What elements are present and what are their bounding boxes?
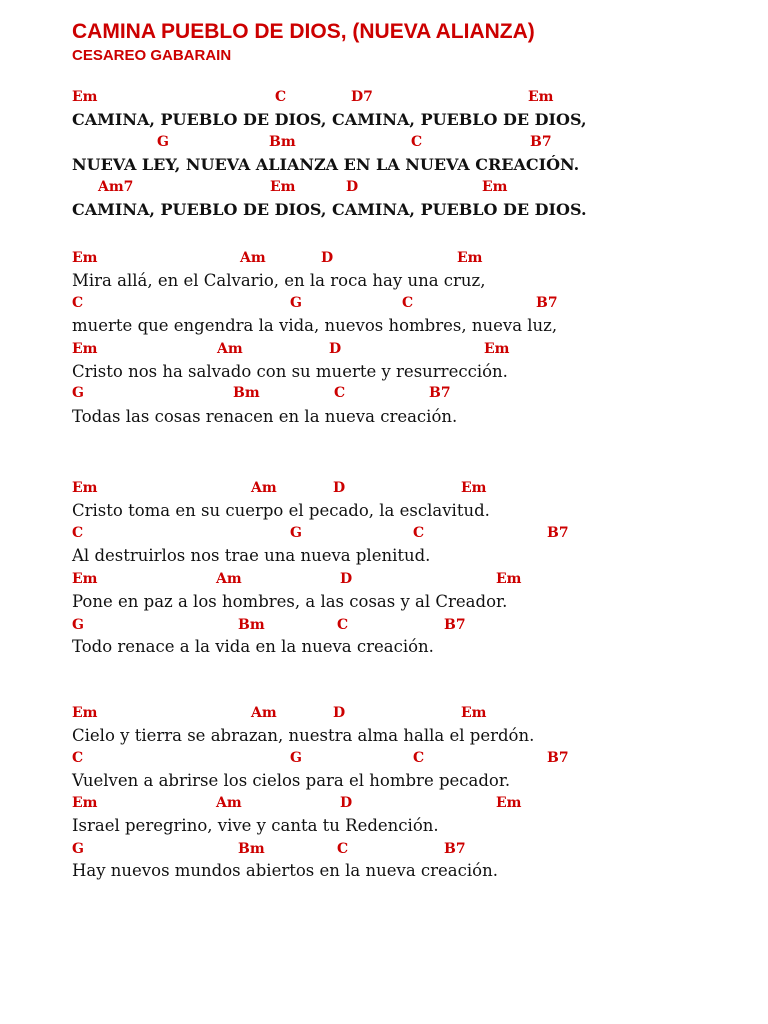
- chord: B7: [547, 525, 569, 541]
- chord: Bm: [238, 841, 265, 857]
- lyric-line: Pone en paz a los hombres, a las cosas y al Creador.: [72, 592, 508, 611]
- chord: Em: [72, 705, 98, 721]
- lyric-line: Al destruirlos nos trae una nueva plenitud.: [72, 546, 431, 565]
- lyric-line: Cielo y tierra se abrazan, nuestra alma halla el perdón.: [72, 726, 535, 745]
- chord: B7: [530, 134, 552, 150]
- chord: C: [413, 525, 425, 541]
- chord: Em: [482, 179, 508, 195]
- chord: Bm: [233, 385, 260, 401]
- lyric-line: CAMINA, PUEBLO DE DIOS, CAMINA, PUEBLO DE DIOS,: [72, 110, 587, 129]
- lyric-line: Hay nuevos mundos abiertos en la nueva creación.: [72, 861, 498, 880]
- chord: B7: [429, 385, 451, 401]
- chord: C: [72, 525, 84, 541]
- chord: G: [290, 750, 302, 766]
- chord: Em: [72, 571, 98, 587]
- chord: D: [340, 571, 353, 587]
- chord: Em: [496, 571, 522, 587]
- chord: Am: [240, 250, 266, 266]
- lyric-line: Todo renace a la vida en la nueva creación.: [72, 637, 434, 656]
- chord: B7: [547, 750, 569, 766]
- chord: D7: [351, 89, 373, 105]
- lyric-line: Mira allá, en el Calvario, en la roca hay una cruz,: [72, 271, 486, 290]
- chord: G: [290, 525, 302, 541]
- chord: C: [413, 750, 425, 766]
- song-author: CESAREO GABARAIN: [72, 47, 232, 64]
- lyric-line: NUEVA LEY, NUEVA ALIANZA EN LA NUEVA CREACIÓN.: [72, 155, 580, 174]
- chord: C: [275, 89, 287, 105]
- chord: Bm: [238, 617, 265, 633]
- chord: B7: [444, 617, 466, 633]
- chord: D: [329, 341, 342, 357]
- chord: G: [72, 617, 84, 633]
- chord: Em: [72, 341, 98, 357]
- chord: C: [411, 134, 423, 150]
- song-title: CAMINA PUEBLO DE DIOS, (NUEVA ALIANZA): [72, 20, 535, 43]
- chord: C: [72, 295, 84, 311]
- chord: Em: [72, 250, 98, 266]
- chord: Em: [72, 89, 98, 105]
- chord: G: [72, 385, 84, 401]
- chord: Am: [216, 571, 242, 587]
- chord: C: [72, 750, 84, 766]
- chord: Em: [457, 250, 483, 266]
- chord: Em: [461, 705, 487, 721]
- chord: Em: [72, 795, 98, 811]
- chord: Em: [528, 89, 554, 105]
- chord: D: [333, 480, 346, 496]
- lyric-line: Israel peregrino, vive y canta tu Redención.: [72, 816, 439, 835]
- lyric-line: Todas las cosas renacen en la nueva creación.: [72, 407, 458, 426]
- chord: B7: [444, 841, 466, 857]
- chord: D: [346, 179, 359, 195]
- chord: Em: [461, 480, 487, 496]
- lyric-line: Vuelven a abrirse los cielos para el hombre pecador.: [72, 771, 511, 790]
- chord: D: [321, 250, 334, 266]
- lyric-line: muerte que engendra la vida, nuevos hombres, nueva luz,: [72, 316, 558, 335]
- chord: Am: [216, 795, 242, 811]
- chord: Em: [484, 341, 510, 357]
- lyric-line: Cristo toma en su cuerpo el pecado, la esclavitud.: [72, 501, 490, 520]
- chord: C: [334, 385, 346, 401]
- chord: Bm: [269, 134, 296, 150]
- chord: Am: [217, 341, 243, 357]
- chord: D: [333, 705, 346, 721]
- lyric-line: CAMINA, PUEBLO DE DIOS, CAMINA, PUEBLO DE DIOS.: [72, 200, 587, 219]
- chord: Am: [251, 480, 277, 496]
- chord: Em: [496, 795, 522, 811]
- chord: C: [337, 617, 349, 633]
- chord: G: [157, 134, 169, 150]
- chord: Em: [270, 179, 296, 195]
- chord: C: [402, 295, 414, 311]
- chord: G: [72, 841, 84, 857]
- chord: G: [290, 295, 302, 311]
- chord: B7: [536, 295, 558, 311]
- lyric-line: Cristo nos ha salvado con su muerte y resurrección.: [72, 362, 508, 381]
- chord: Em: [72, 480, 98, 496]
- chord: C: [337, 841, 349, 857]
- chord: D: [340, 795, 353, 811]
- chord: Am7: [98, 179, 134, 195]
- chord: Am: [251, 705, 277, 721]
